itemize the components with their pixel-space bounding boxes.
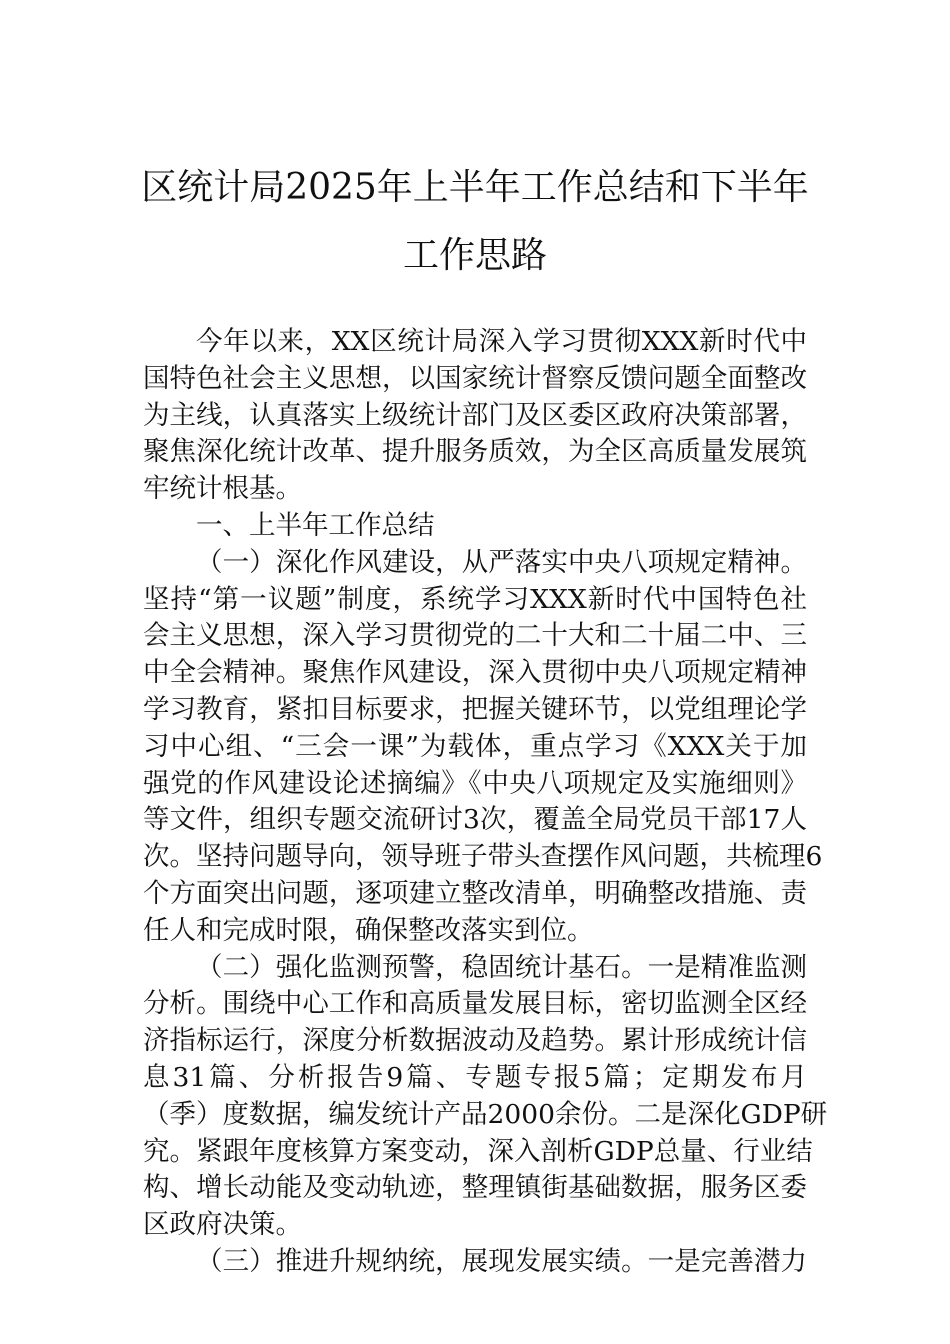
document-body (143, 324, 828, 1281)
document-title-line-2: 工作思路 (402, 235, 547, 276)
document-title-line-1: 区统计局2025年上半年工作总结和下半年 (141, 167, 809, 208)
paragraph-line: 牢统计根基。 (143, 473, 302, 505)
paragraph-line: 等文件，组织专题交流研讨3次，覆盖全局党员干部17人 (143, 804, 807, 836)
paragraph-line: 构、增长动能及变动轨迹，整理镇街基础数据，服务区委 (143, 1172, 807, 1204)
paragraph-line: （季）度数据，编发统计产品2000余份。二是深化GDP研 (143, 1098, 828, 1130)
paragraph-line: 坚持“第一议题”制度，系统学习XXX新时代中国特色社 (143, 583, 807, 615)
paragraph-line: 今年以来，XX区统计局深入学习贯彻XXX新时代中 (196, 326, 807, 357)
subsection-heading-line: （二）强化监测预警，稳固统计基石。一是精准监测 (196, 951, 807, 983)
paragraph-line: 任人和完成时限，确保整改落实到位。 (143, 914, 594, 946)
paragraph-line: 分析。围绕中心工作和高质量发展目标，密切监测全区经 (143, 988, 807, 1020)
paragraph-line: 为主线，认真落实上级统计部门及区委区政府决策部署， (143, 399, 807, 431)
paragraph-line: 个方面突出问题，逐项建立整改清单，明确整改措施、责 (143, 877, 807, 909)
subsection-heading-line: （一）深化作风建设，从严落实中央八项规定精神。 (196, 546, 807, 578)
paragraph-line: 息31篇、分析报告9篇、专题专报5篇；定期发布月 (143, 1061, 807, 1093)
paragraph-line: 济指标运行，深度分析数据波动及趋势。累计形成统计信 (143, 1025, 807, 1057)
paragraph-line: 习中心组、“三会一课”为载体，重点学习《XXX关于加 (143, 730, 807, 762)
paragraph-line: 国特色社会主义思想，以国家统计督察反馈问题全面整改 (143, 362, 807, 394)
paragraph-line: 会主义思想，深入学习贯彻党的二十大和二十届二中、三 (143, 620, 807, 652)
paragraph-line: 中全会精神。聚焦作风建设，深入贯彻中央八项规定精神 (143, 657, 807, 689)
paragraph-line: 强党的作风建设论述摘编》《中央八项规定及实施细则》 (143, 767, 807, 799)
subsection-heading-line: （三）推进升规纳统，展现发展实绩。一是完善潜力 (196, 1245, 807, 1277)
paragraph-line: 次。坚持问题导向，领导班子带头查摆作风问题，共梳理6 (143, 841, 823, 873)
section-heading: 一、上半年工作总结 (196, 509, 435, 541)
paragraph-line: 究。紧跟年度核算方案变动，深入剖析GDP总量、行业结 (143, 1135, 813, 1167)
paragraph-line: 聚焦深化统计改革、提升服务质效，为全区高质量发展筑 (143, 436, 807, 468)
paragraph-line: 区政府决策。 (143, 1209, 302, 1241)
paragraph-line: 学习教育，紧扣目标要求，把握关键环节，以党组理论学 (143, 693, 807, 725)
